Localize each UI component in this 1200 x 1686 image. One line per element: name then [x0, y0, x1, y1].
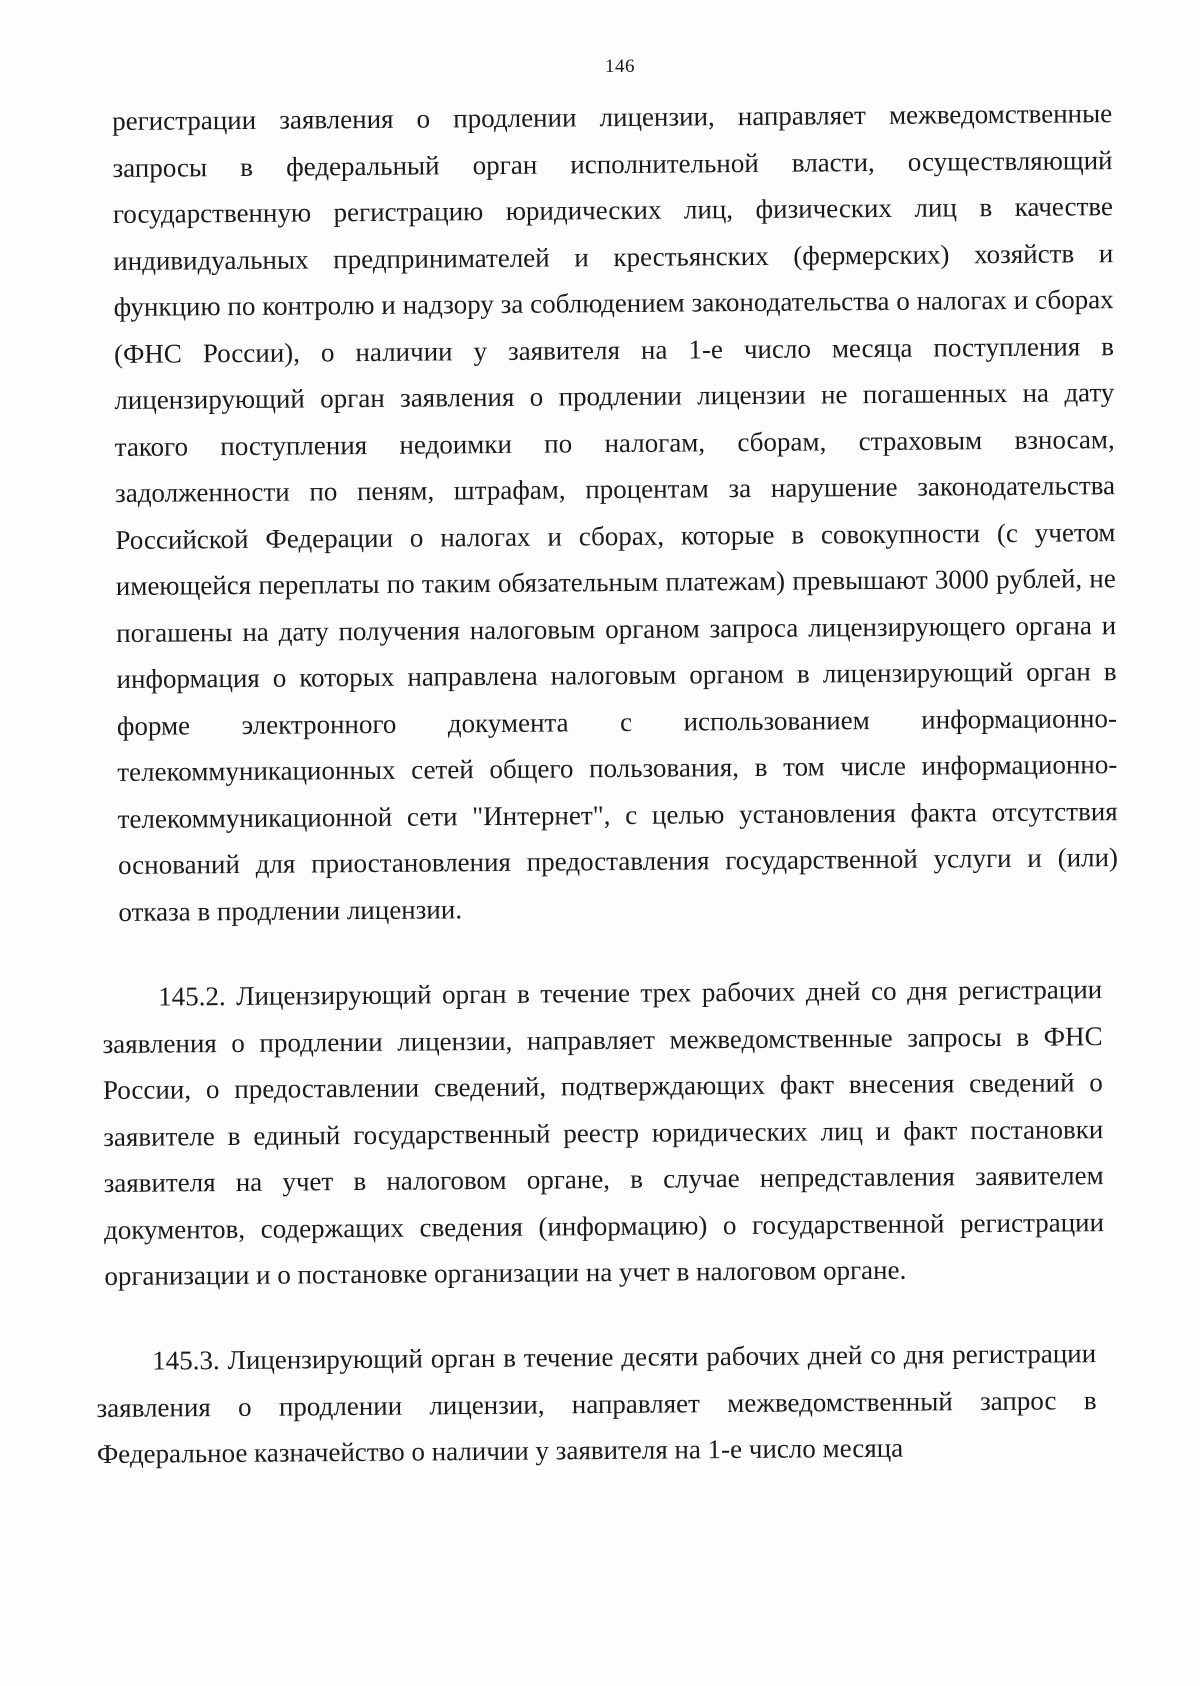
paragraph-145-3 — [96, 1330, 1097, 1477]
paragraph-145-2 — [102, 966, 1105, 1299]
paragraph-continuation — [112, 90, 1119, 935]
paragraph-text: регистрации заявления о продлении лицензии, направляет межведомственные запросы в федеральный орган исполнительной власти, осуществляющий государственную регистрацию юридических лиц, физических лиц в качестве индивидуальных предпринимателей и крестьянских (фермерских) хозяйств и функцию по контролю и надзору за соблюдением законодательства о налогах и сборах (ФНС России), о наличии у заявителя на 1-е число месяца поступления в лицензирующий орган заявления о продлении лицензии не погашенных на дату такого поступления недоимки по налогам, сборам, страховым взносам, задолженности по пеням, штрафам, процентам за нарушение законодательства Российской Федерации о налогах и сборах, которые в совокупности (с учетом имеющейся переплаты по таким обязательным платежам) превышают 3000 рублей, не погашены на дату получения налоговым органом запроса лицензирующего органа и информация о которых направлена налоговым органом в лицензирующий орган в форме электронного документа с использованием информационно-телекоммуникационных сетей общего пользования, в том числе информационно-телекоммуникационной сети "Интернет", с целью установления факта отсутствия оснований для приостановления предоставления государственной услуги и (или) отказа в продлении лицензии. — [112, 98, 1119, 927]
paragraph-text: 145.2. Лицензирующий орган в течение трех рабочих дней со дня регистрации заявления о продлении лицензии, направляет межведомственные запросы в ФНС России, о предоставлении сведений, подтверждающих факт внесения сведений о заявителе в единый государственный реестр юридических лиц и факт постановки заявителя на учет в налоговом органе, в случае непредставления заявителем документов, содержащих сведения (информацию) о государственной регистрации организации и о постановке организации на учет в налоговом органе. — [102, 974, 1105, 1291]
page-number: 146 — [605, 56, 635, 77]
paragraph-text: 145.3. Лицензирующий орган в течение десяти рабочих дней со дня регистрации заявления о продлении лицензии, направляет межведомственный запрос в Федеральное казначейство о наличии у заявителя на 1-е число месяца — [96, 1338, 1097, 1469]
